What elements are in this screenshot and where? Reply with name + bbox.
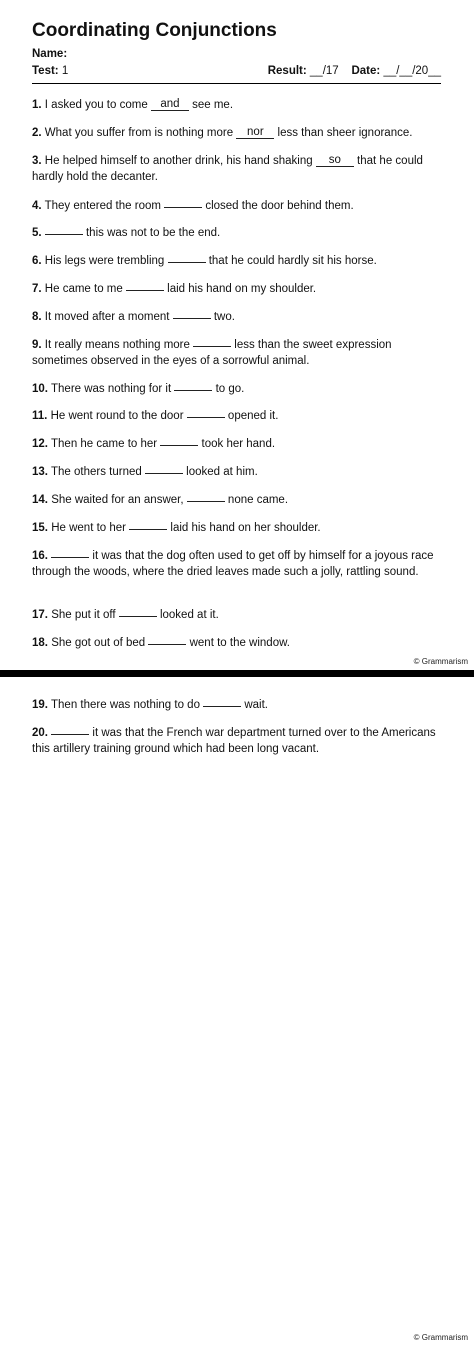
question-text-before: They entered the room (44, 200, 165, 212)
question-text-before: Then there was nothing to do (51, 699, 204, 711)
question-text-after: that he could hardly sit his horse. (205, 255, 377, 267)
question-number: 3. (32, 155, 42, 167)
question-item (32, 491, 444, 508)
answer-blank[interactable] (145, 463, 183, 474)
question-text-after: two. (210, 311, 235, 323)
question-item (32, 463, 444, 480)
question-text-after: see me. (188, 99, 234, 111)
question-item (32, 197, 444, 214)
result-value: __/17 (309, 65, 339, 77)
question-number: 10. (32, 383, 48, 395)
question-item (32, 634, 444, 651)
answer-blank[interactable] (51, 547, 89, 558)
question-number: 8. (32, 311, 42, 323)
question-item (32, 380, 444, 397)
question-text-after: it was that the dog often used to get off by himself for a joyous race through the woods, where the dried leaves made such a jolly, rattling sound. (32, 550, 434, 578)
question-item (32, 252, 444, 269)
question-item (32, 547, 444, 580)
answer-blank[interactable] (193, 336, 231, 347)
question-number: 5. (32, 227, 42, 239)
header-divider (32, 83, 441, 84)
answer-blank[interactable] (187, 491, 225, 502)
answer-blank[interactable]: nor (236, 126, 274, 139)
question-number: 1. (32, 99, 42, 111)
answer-blank[interactable] (129, 519, 167, 530)
question-text-before: There was nothing for it (51, 383, 175, 395)
answer-blank[interactable]: so (316, 154, 354, 167)
question-text-after: looked at it. (156, 609, 219, 621)
answer-blank[interactable] (119, 606, 157, 617)
question-item (32, 519, 444, 536)
question-item (32, 97, 444, 113)
question-text-after: it was that the French war department turned over to the Americans this artillery training ground which had been long vacant. (32, 727, 436, 755)
question-text-before: The others turned (51, 466, 145, 478)
question-text-before: He went to her (51, 522, 130, 534)
question-text-before: He came to me (44, 283, 126, 295)
question-item (32, 435, 444, 452)
question-text-after: less than the sweet expression sometimes observed in the eyes of a sorrowful animal. (32, 339, 392, 367)
question-text-after: wait. (241, 699, 268, 711)
worksheet-page-2 (0, 677, 474, 1346)
question-item (32, 407, 444, 424)
question-text-before: She got out of bed (51, 637, 149, 649)
question-text-before: He helped himself to another drink, his hand shaking (44, 155, 316, 167)
question-item (32, 606, 444, 623)
question-text-after: took her hand. (198, 438, 276, 450)
question-number: 19. (32, 699, 48, 711)
question-text-after: looked at him. (182, 466, 258, 478)
question-number: 7. (32, 283, 42, 295)
answer-blank[interactable] (160, 435, 198, 446)
result-label: Result: (267, 65, 307, 77)
result-date-info (268, 65, 441, 77)
worksheet-title: Coordinating Conjunctions (32, 20, 277, 41)
question-text-after: that he could hardly hold the decanter. (32, 155, 423, 183)
question-number: 17. (32, 609, 48, 621)
question-number: 18. (32, 637, 48, 649)
question-item (32, 280, 444, 297)
question-text-before: It moved after a moment (44, 311, 173, 323)
question-item (32, 696, 444, 713)
answer-blank[interactable] (164, 197, 202, 208)
question-text-before: What you suffer from is nothing more (44, 127, 237, 139)
worksheet-page-1 (0, 0, 474, 670)
answer-blank[interactable] (51, 724, 89, 735)
answer-blank[interactable] (126, 280, 164, 291)
question-text-before: She waited for an answer, (51, 494, 187, 506)
question-text-before: I asked you to come (44, 99, 151, 111)
question-number: 20. (32, 727, 48, 739)
question-number: 13. (32, 466, 48, 478)
question-number: 12. (32, 438, 48, 450)
question-number: 4. (32, 200, 42, 212)
question-item (32, 153, 444, 185)
answer-blank[interactable] (174, 380, 212, 391)
answer-blank[interactable] (148, 634, 186, 645)
question-text-before: She put it off (51, 609, 119, 621)
question-text-before: Then he came to her (51, 438, 161, 450)
question-text-after: less than sheer ignorance. (274, 127, 413, 139)
question-number: 6. (32, 255, 42, 267)
question-text-after: went to the window. (186, 637, 290, 649)
question-text-after: this was not to be the end. (82, 227, 221, 239)
copyright-footer: © Grammarism (413, 657, 468, 666)
question-text-after: none came. (224, 494, 289, 506)
answer-blank[interactable] (173, 308, 211, 319)
page-separator (0, 670, 474, 677)
question-item (32, 224, 444, 241)
question-number: 15. (32, 522, 48, 534)
question-text-after: laid his hand on her shoulder. (167, 522, 321, 534)
date-value: __/__/20__ (383, 65, 441, 77)
test-info-row (32, 65, 441, 80)
test-info (32, 65, 68, 77)
date-label: Date: (351, 65, 381, 77)
question-item (32, 336, 444, 369)
question-number: 16. (32, 550, 48, 562)
answer-blank[interactable] (45, 224, 83, 235)
question-item (32, 308, 444, 325)
answer-blank[interactable]: and (151, 98, 189, 111)
copyright-footer: © Grammarism (413, 1333, 468, 1342)
test-number: 1 (61, 65, 69, 77)
question-text-before: He went round to the door (50, 410, 187, 422)
question-text-after: opened it. (224, 410, 279, 422)
question-item (32, 724, 444, 757)
question-text-before: His legs were trembling (44, 255, 168, 267)
answer-blank[interactable] (187, 407, 225, 418)
answer-blank[interactable] (203, 696, 241, 707)
question-item (32, 125, 444, 141)
question-text-after: to go. (212, 383, 245, 395)
question-text-after: laid his hand on my shoulder. (163, 283, 317, 295)
question-number: 14. (32, 494, 48, 506)
test-label: Test: (32, 65, 59, 77)
name-label: Name: (32, 48, 68, 60)
question-number: 9. (32, 339, 42, 351)
question-number: 2. (32, 127, 42, 139)
question-number: 11. (32, 410, 48, 422)
question-text-after: closed the door behind them. (202, 200, 354, 212)
question-text-before: It really means nothing more (44, 339, 194, 351)
answer-blank[interactable] (168, 252, 206, 263)
